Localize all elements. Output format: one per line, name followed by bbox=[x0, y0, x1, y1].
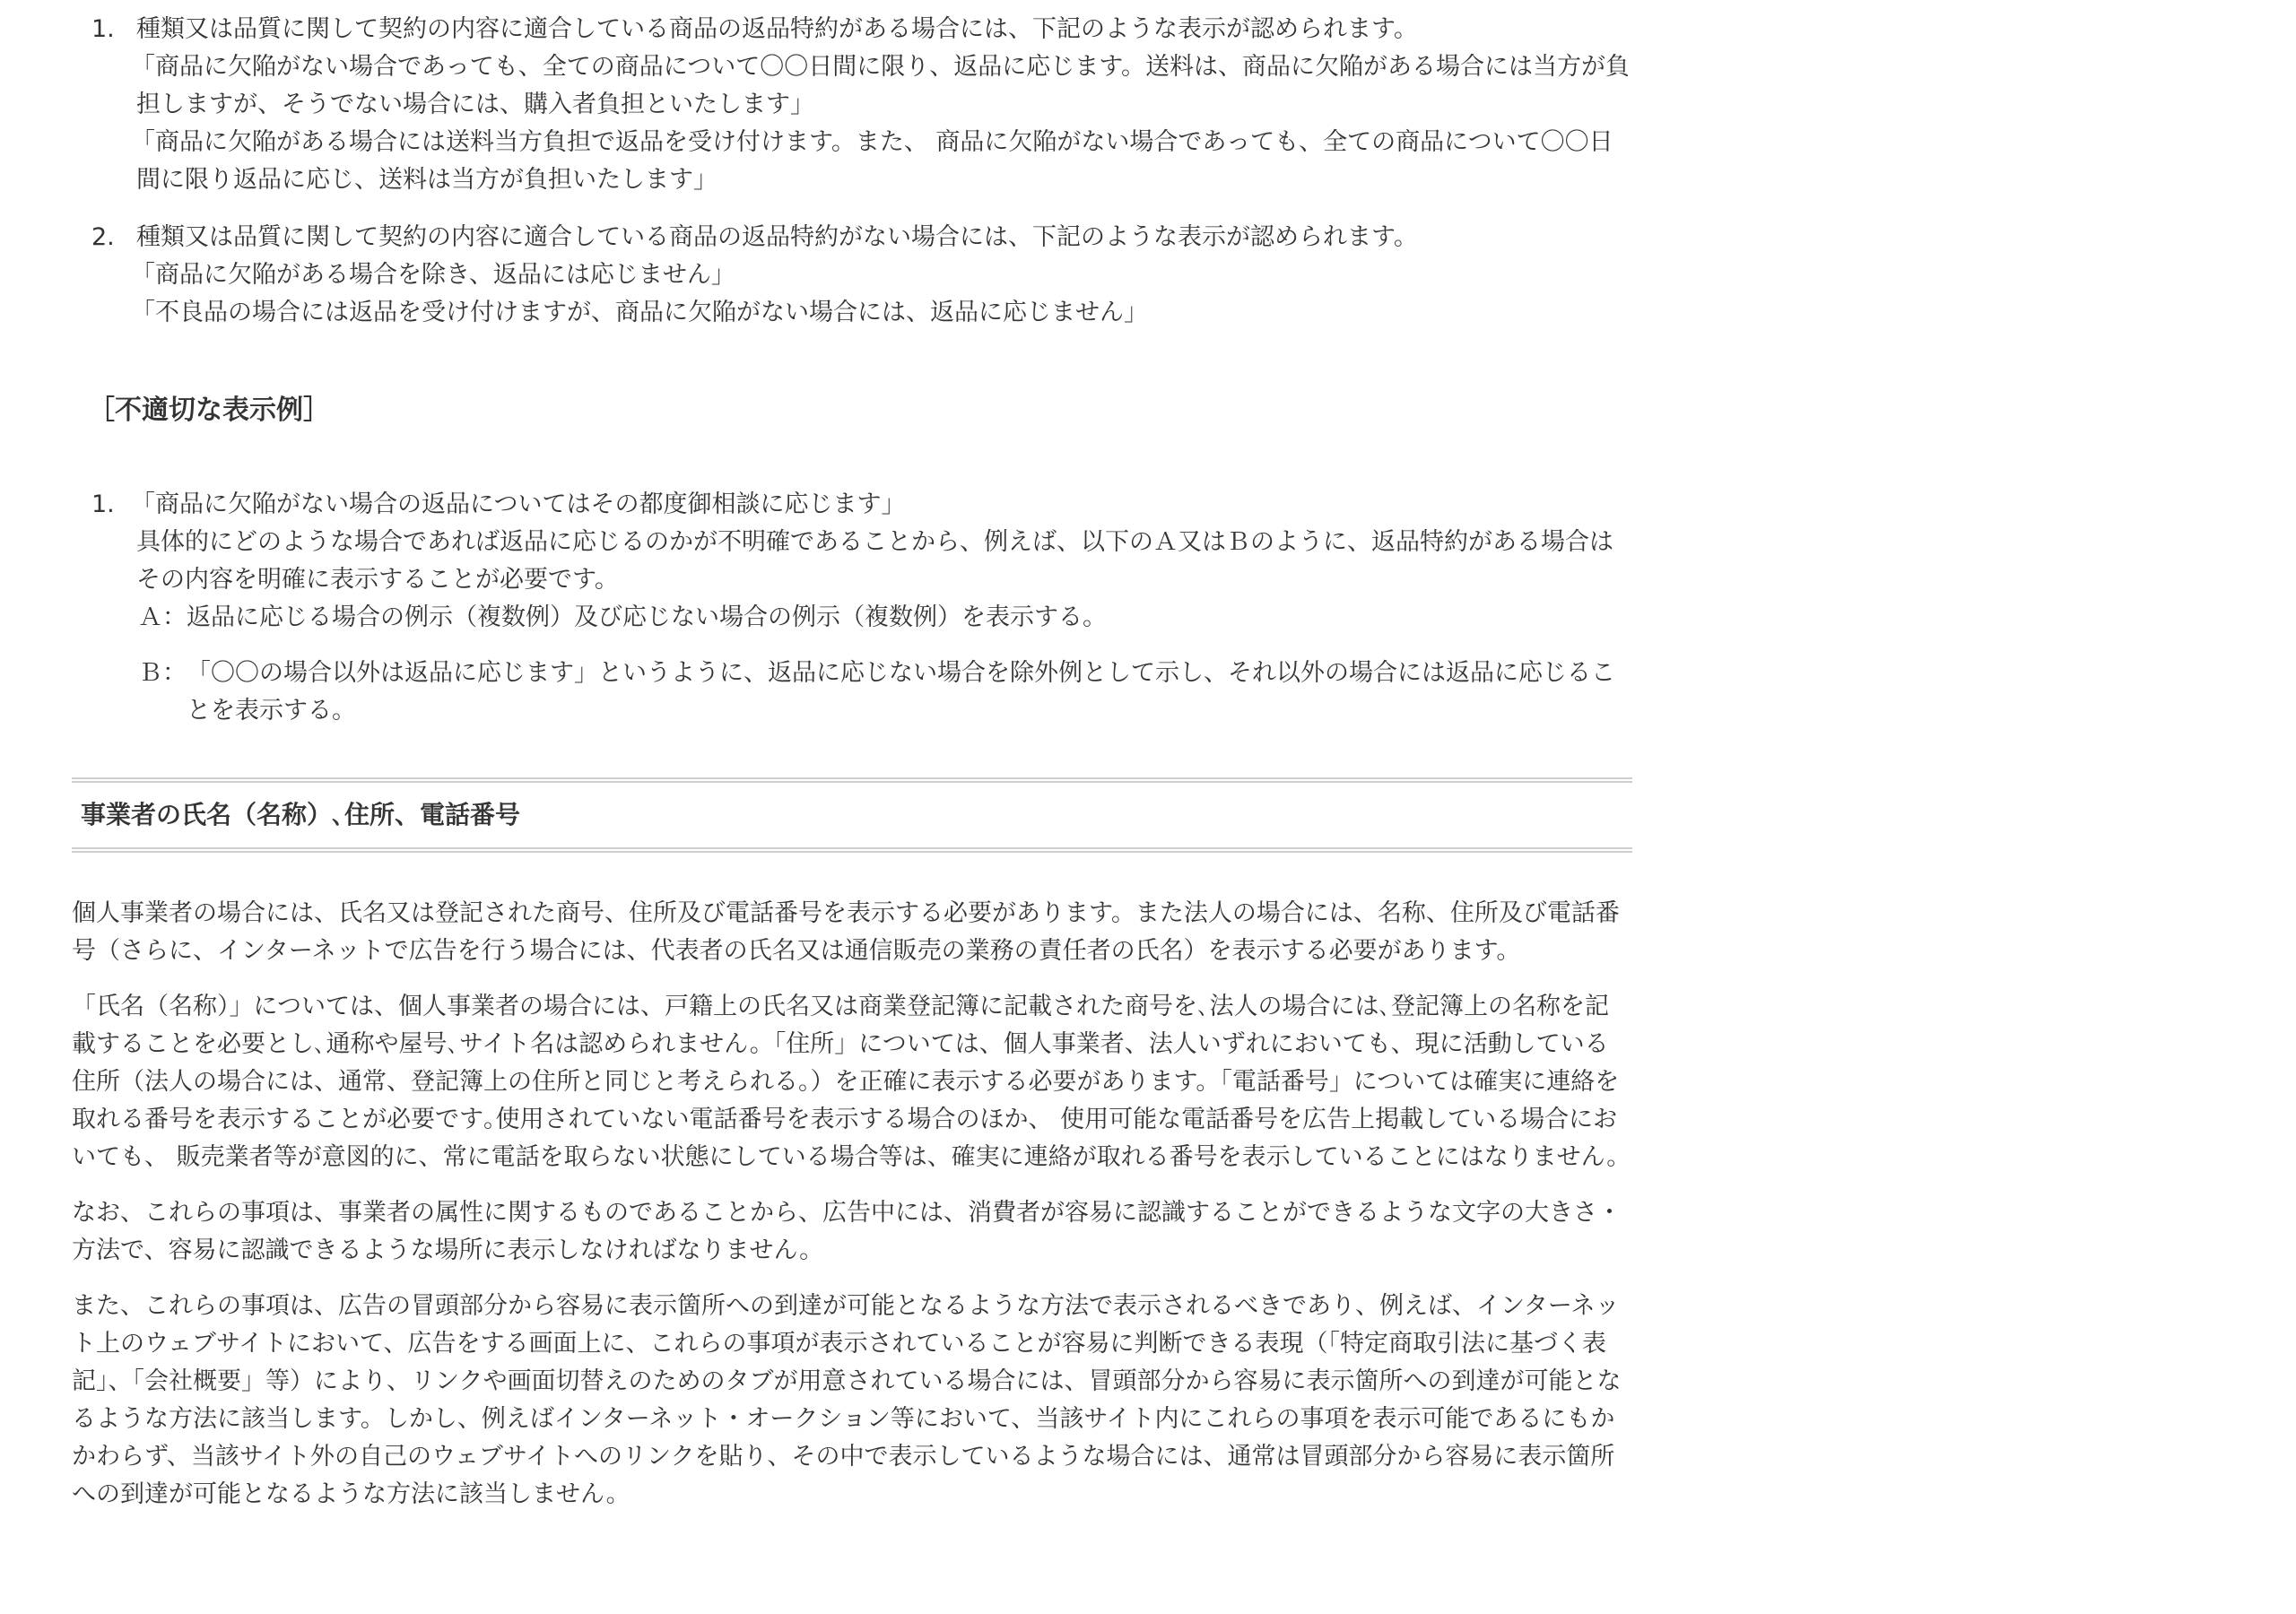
list-number: 1. bbox=[91, 490, 115, 518]
list-item-text: 具体的にどのような場合であれば返品に応じるのかが不明確であることから、例えば、以下のＡ又はＢのように、返品特約がある場合はその内容を明確に表示することが必要です。 bbox=[136, 528, 1613, 594]
sub-item-b bbox=[136, 655, 1632, 730]
list-item bbox=[72, 219, 1632, 332]
section-header bbox=[72, 777, 1632, 853]
example-quote: 「商品に欠陥がある場合を除き、返品には応じません」 bbox=[131, 261, 735, 289]
list-item bbox=[72, 486, 1632, 730]
example-quote: 「商品に欠陥がない場合であっても、全ての商品について〇〇日間に限り、返品に応じます。送料は、商品に欠陥がある場合には当方が負担しますが、そうでない場合には、購入者負担といたします」 bbox=[131, 53, 1631, 118]
list-item bbox=[72, 11, 1632, 199]
example-quote: 「商品に欠陥がある場合には送料当方負担で返品を受け付けます。また、 商品に欠陥がない場合であっても、全ての商品について〇〇日間に限り返品に応じ、送料は当方が負担いたします」 bbox=[131, 128, 1613, 194]
paragraph: 「氏名（名称）」については、個人事業者の場合には、戸籍上の氏名又は商業登記簿に記載された商号を､法人の場合には､登記簿上の名称を記載することを必要とし､通称や屋号､サイト名は認められません。｢住所」については、個人事業者、法人いずれにおいても、現に活動している住所（法人の場合には、通常、登記簿上の住所と同じと考えられる。）を正確に表示する必要があります。｢電話番号」については確実に連絡を取れる番号を表示することが必要です｡使用されていない電話番号を表示する場合のほか、 使用可能な電話番号を広告上掲載している場合においても、 販売業者等が意図的に、常に電話を取らない状態にしている場合等は、確実に連絡が取れる番号を表示していることにはなりません。 bbox=[72, 993, 1631, 1171]
section-bottom-rule bbox=[72, 847, 1632, 853]
sub-item-text: 「〇〇の場合以外は返品に応じます」というように、返品に応じない場合を除外例として示し、それ以外の場合には返品に応じることを表示する。 bbox=[187, 659, 1615, 725]
section-body bbox=[72, 895, 1632, 1514]
paragraph: 個人事業者の場合には、氏名又は登記された商号、住所及び電話番号を表示する必要があります。また法人の場合には、名称、住所及び電話番号（さらに、インターネットで広告を行う場合には、代表者の氏名又は通信販売の業務の責任者の氏名）を表示する必要があります。 bbox=[72, 899, 1620, 965]
sub-item-tag: Ｂ： bbox=[138, 659, 187, 687]
list-item-text: 種類又は品質に関して契約の内容に適合している商品の返品特約がある場合には、下記のような表示が認められます。 bbox=[136, 15, 1418, 43]
paragraph: なお、これらの事項は、事業者の属性に関するものであることから、広告中には、消費者が容易に認識することができるような文字の大きさ・方法で、容易に認識できるような場所に表示しなければなりません。 bbox=[72, 1199, 1622, 1264]
paragraph: また、これらの事項は、広告の冒頭部分から容易に表示箇所への到達が可能となるような方法で表示されるべきであり、例えば、インターネット上のウェブサイトにおいて、広告をする画面上に、これらの事項が表示されていることが容易に判断できる表現（｢特定商取引法に基づく表記｣、｢会社概要」等）により、リンクや画面切替えのためのタブが用意されている場合には、冒頭部分から容易に表示箇所への到達が可能となるような方法に該当します。しかし、例えばインターネット・オークション等において、当該サイト内にこれらの事項を表示可能であるにもかかわらず、当該サイト外の自己のウェブサイトへのリンクを貼り、その中で表示しているような場合には、通常は冒頭部分から容易に表示箇所への到達が可能となるような方法に該当しません。 bbox=[72, 1292, 1622, 1508]
example-quote: 「不良品の場合には返品を受け付けますが、商品に欠陥がない場合には、返品に応じません」 bbox=[131, 299, 1148, 326]
example-quote: 「商品に欠陥がない場合の返品についてはその都度御相談に応じます」 bbox=[131, 490, 906, 518]
sub-item-text: 返品に応じる場合の例示（複数例）及び応じない場合の例示（複数例）を表示する。 bbox=[187, 603, 1107, 631]
list-number: 2. bbox=[91, 223, 115, 251]
sub-item-tag: Ａ： bbox=[138, 603, 187, 631]
sub-item-a bbox=[136, 599, 1632, 637]
bad-examples-list bbox=[72, 486, 1632, 730]
list-item-text: 種類又は品質に関して契約の内容に適合している商品の返品特約がない場合には、下記のような表示が認められます。 bbox=[136, 223, 1418, 251]
allowed-examples-list bbox=[72, 11, 1632, 332]
bad-examples-heading: ［不適切な表示例］ bbox=[88, 395, 330, 426]
section-title: 事業者の氏名（名称）､住所、電話番号 bbox=[81, 800, 521, 829]
list-number: 1. bbox=[91, 15, 115, 43]
